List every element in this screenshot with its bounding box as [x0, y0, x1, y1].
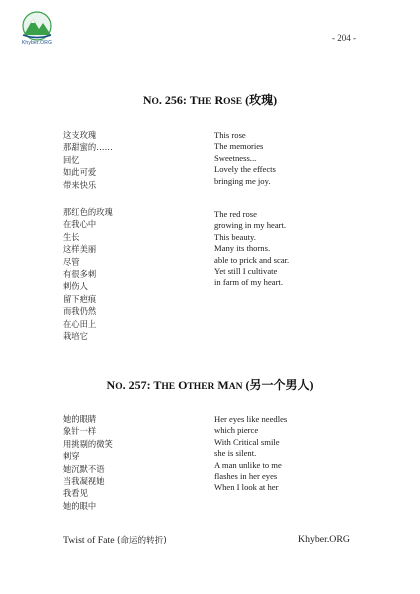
- poem-line: 留下疤痕: [63, 293, 97, 304]
- poem-line: 我看见: [63, 488, 88, 499]
- poem-257-stanza1-chinese: [63, 413, 113, 512]
- poem-line: Her eyes like needles: [214, 414, 288, 424]
- poem-line: Many its thorns.: [214, 243, 271, 254]
- poem-line: able to prick and scar.: [214, 254, 290, 265]
- poem-line: 那甜蜜的……: [63, 142, 113, 153]
- poem-line: 有很多刺: [63, 269, 97, 280]
- page-number: - 204 -: [332, 33, 356, 43]
- mountain-logo-icon: [14, 10, 60, 42]
- poem-256-stanza2-chinese: [63, 206, 113, 342]
- poem-line: 在心田上: [63, 318, 97, 329]
- poem-title-257: NO. 257: THE OTHER MAN (另一个男人): [106, 378, 314, 392]
- poem-line: in farm of my heart.: [214, 277, 283, 288]
- poem-line: bringing me joy.: [214, 175, 271, 186]
- poem-256-stanza2-english: [214, 209, 289, 289]
- poem-line: 刺伤人: [63, 281, 88, 292]
- poem-line: 而我仍然: [63, 306, 97, 317]
- poem-line: 她的眼睛: [63, 414, 97, 424]
- poem-line: 象针一样: [63, 426, 97, 437]
- poem-title-256: NO. 256: THE ROSE (玫瑰): [142, 93, 278, 107]
- poem-line: 栽培它: [63, 331, 88, 342]
- logo-text: Khyber.ORG: [21, 40, 53, 46]
- poem-line: This beauty.: [214, 231, 256, 242]
- poem-line: 那红色的玫瑰: [63, 207, 113, 217]
- poem-line: 如此可爱: [63, 167, 97, 178]
- poem-line: With Critical smile: [214, 436, 280, 447]
- poem-line: 这支玫瑰: [63, 130, 97, 140]
- poem-line: she is silent.: [214, 448, 257, 459]
- poem-256-stanza1-english: [214, 130, 276, 187]
- poem-257-stanza1-english: [214, 414, 287, 494]
- poem-line: 她的眼中: [63, 500, 97, 511]
- poem-line: When I look at her: [214, 482, 279, 493]
- poem-line: Yet still I cultivate: [214, 266, 278, 277]
- poem-line: 当我凝视她: [63, 476, 105, 487]
- footer-book-title: Twist of Fate (命运的转折): [63, 535, 167, 546]
- poem-line: 回忆: [63, 154, 80, 165]
- poem-line: growing in my heart.: [214, 220, 287, 231]
- poem-line: 尽管: [63, 256, 80, 267]
- poem-line: 用挑剔的微笑: [63, 438, 113, 449]
- poem-line: which pierce: [214, 425, 259, 436]
- poem-line: A man unlike to me: [214, 459, 282, 470]
- poem-line: Sweetness...: [214, 152, 257, 163]
- footer-site-name: Khyber.ORG: [298, 534, 350, 545]
- poem-line: 刺穿: [63, 451, 80, 462]
- poem-line: flashes in her eyes: [214, 471, 278, 482]
- poem-line: 带来快乐: [63, 179, 97, 190]
- poem-line: 她沉默不语: [63, 463, 105, 474]
- poem-line: 这样美丽: [63, 244, 97, 255]
- poem-line: The red rose: [214, 209, 257, 219]
- poem-line: 在我心中: [63, 219, 97, 230]
- poem-line: The memories: [214, 141, 264, 152]
- poem-line: This rose: [214, 130, 246, 140]
- poem-line: 生长: [63, 231, 80, 242]
- poem-line: Lovely the effects: [214, 164, 276, 175]
- poem-256-stanza1-chinese: [63, 129, 113, 191]
